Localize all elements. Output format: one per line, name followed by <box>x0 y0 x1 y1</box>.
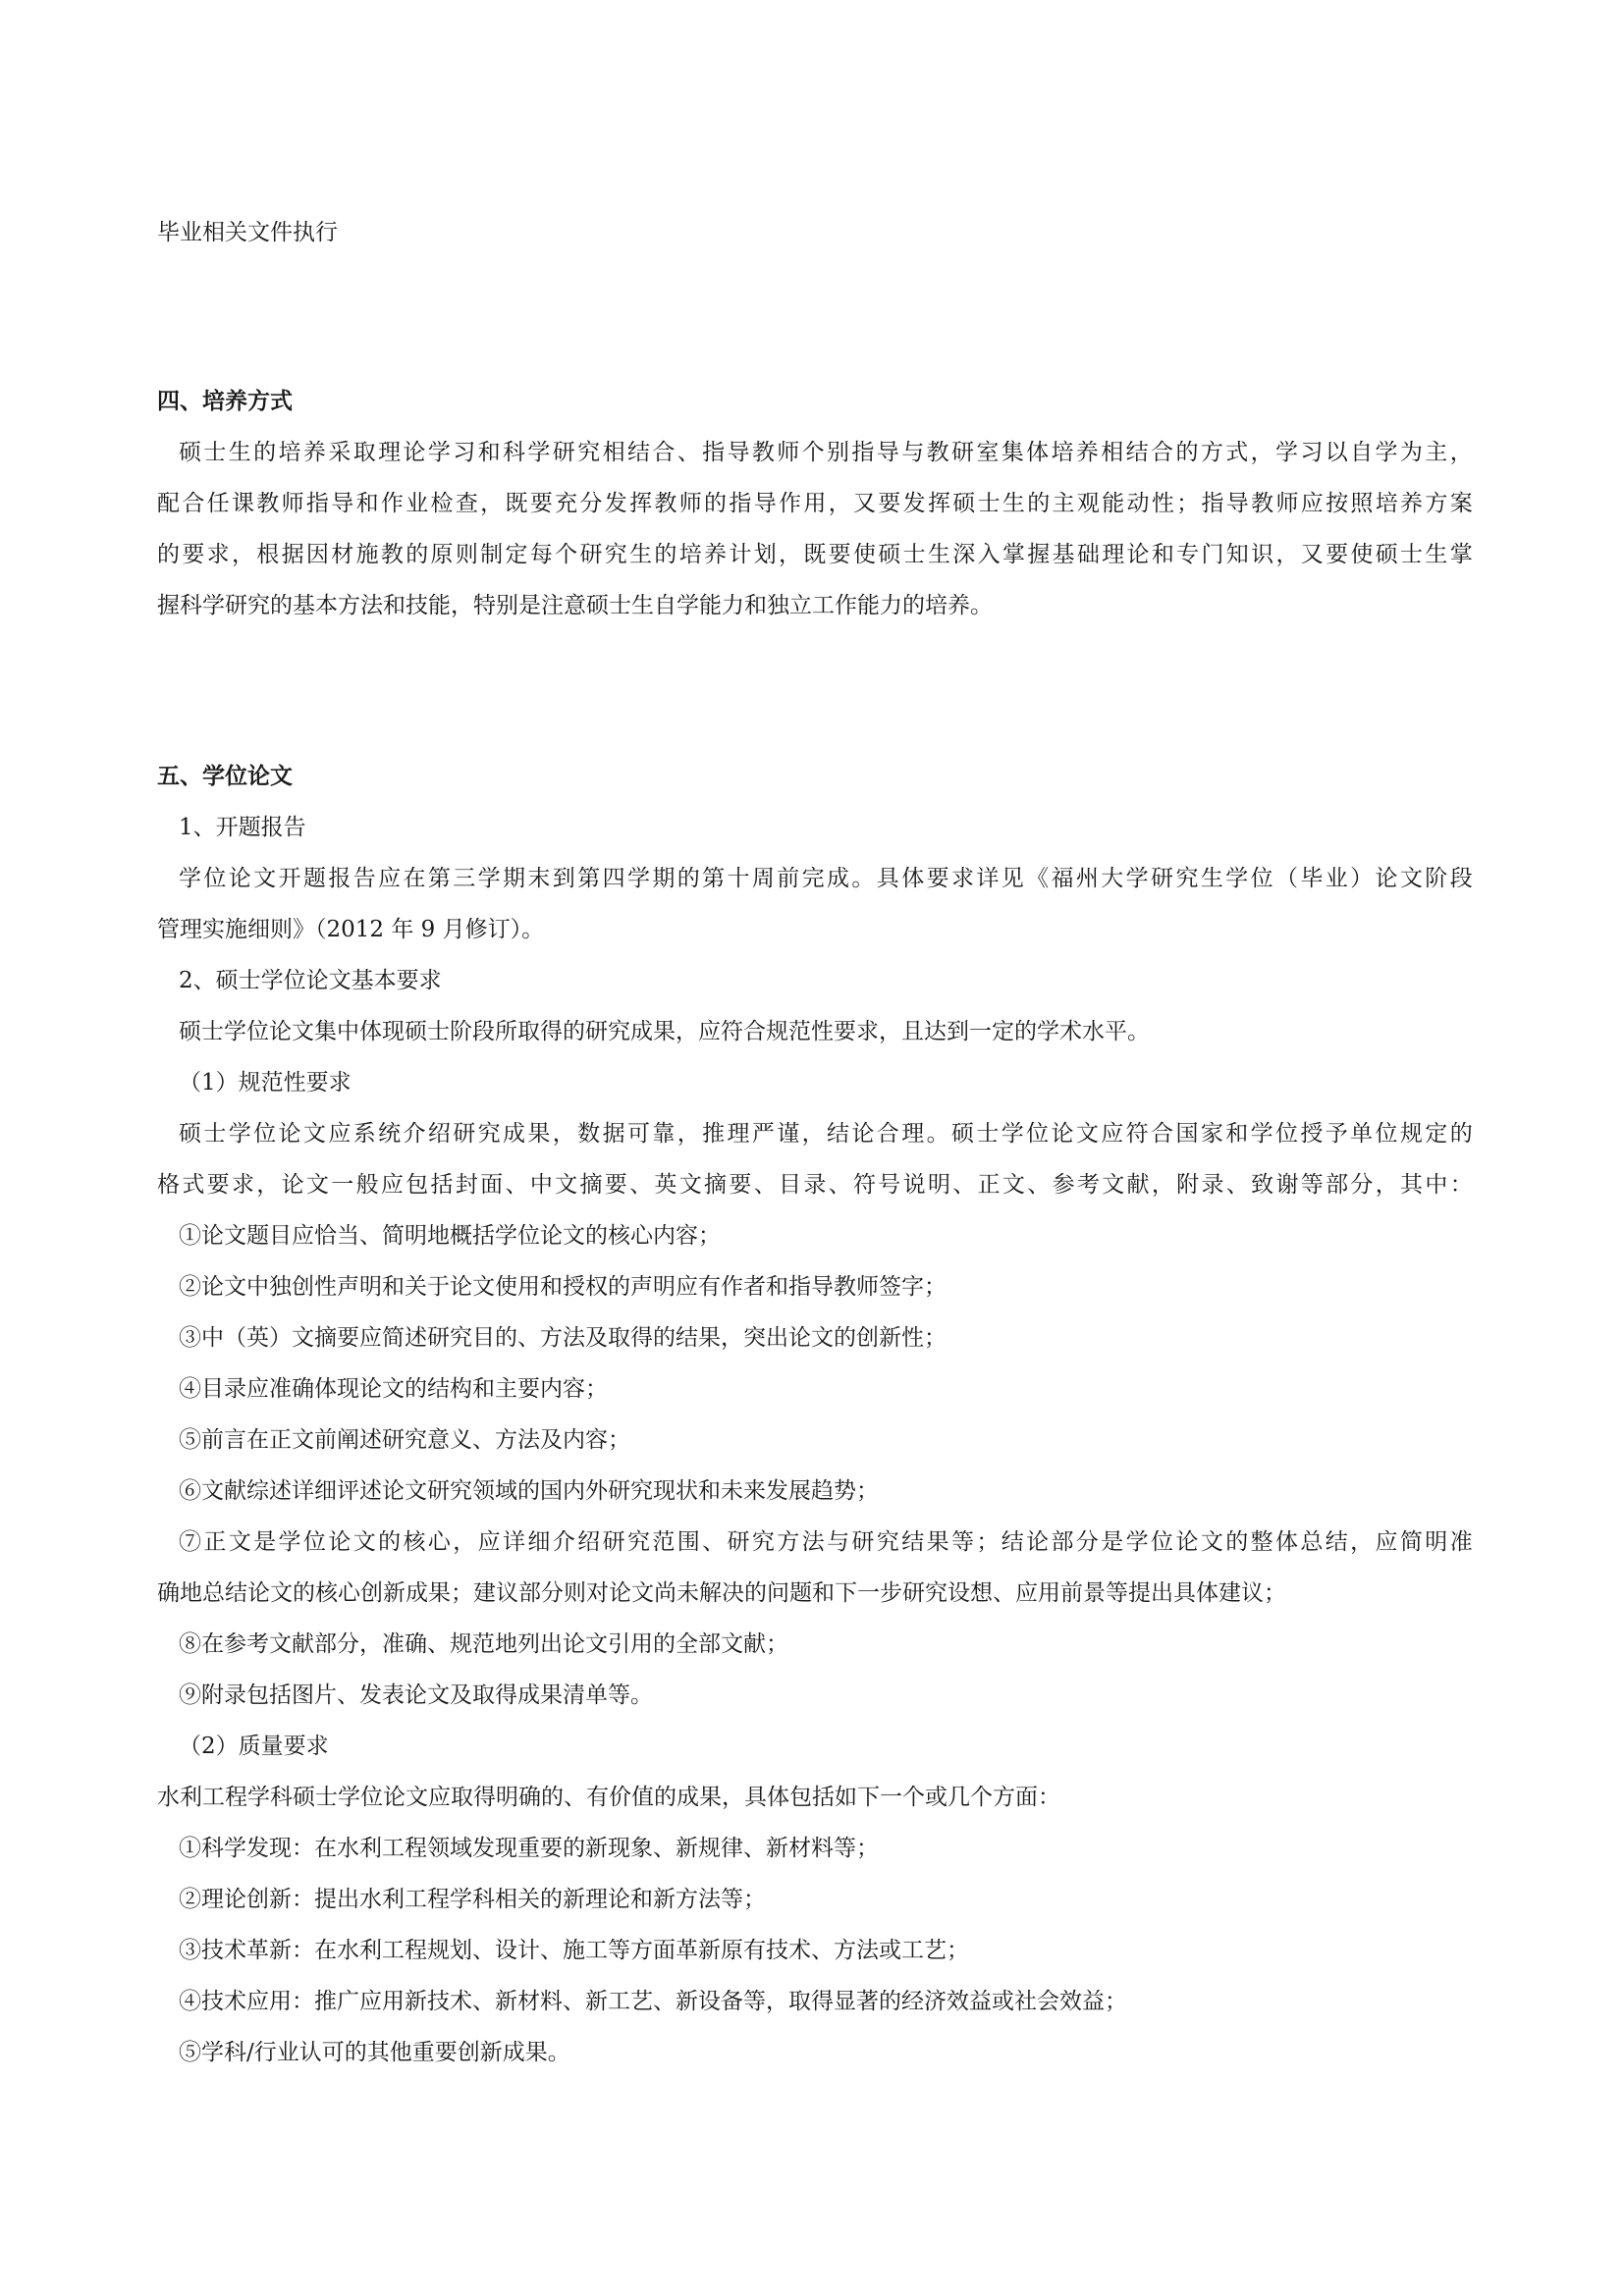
req1-paragraph-line: 格式要求，论文一般应包括封面、中文摘要、英文摘要、目录、符号说明、正文、参考文献，附录、致谢等部分，其中： <box>157 1172 1473 1198</box>
sub1-paragraph-line: 学位论文开题报告应在第三学期末到第四学期的第十周前完成。具体要求详见《福州大学研究生学位（毕业）论文阶段 <box>179 866 1473 891</box>
req1-item: ⑧在参考文献部分，准确、规范地列出论文引用的全部文献； <box>179 1631 788 1657</box>
section5-heading: 五、学位论文 <box>157 763 293 789</box>
req1-item: ⑤前言在正文前阐述研究意义、方法及内容； <box>179 1427 630 1453</box>
sub2-intro: 硕士学位论文集中体现硕士阶段所取得的研究成果，应符合规范性要求，且达到一定的学术水平。 <box>179 1019 1150 1044</box>
sub2-title: 2、硕士学位论文基本要求 <box>179 968 442 993</box>
req2-item: ①科学发现：在水利工程领域发现重要的新现象、新规律、新材料等； <box>179 1836 879 1861</box>
section4-heading: 四、培养方式 <box>157 388 293 414</box>
req1-item: ⑨附录包括图片、发表论文及取得成果清单等。 <box>179 1682 653 1708</box>
req1-item: ②论文中独创性声明和关于论文使用和授权的声明应有作者和指导教师签字； <box>179 1274 947 1300</box>
req1-item-continuation: 确地总结论文的核心创新成果；建议部分则对论文尚未解决的问题和下一步研究设想、应用前景等提出具体建议； <box>157 1580 1286 1606</box>
intro-line: 毕业相关文件执行 <box>157 220 338 245</box>
req1-item: ⑥文献综述详细评述论文研究领域的国内外研究现状和未来发展趋势； <box>179 1478 879 1504</box>
req2-item: ⑤学科/行业认可的其他重要创新成果。 <box>179 2040 570 2065</box>
req1-title: （1）规范性要求 <box>179 1070 352 1095</box>
req2-intro: 水利工程学科硕士学位论文应取得明确的、有价值的成果，具体包括如下一个或几个方面： <box>157 1785 1060 1810</box>
section4-paragraph-line: 的要求，根据因材施教的原则制定每个研究生的培养计划，既要使硕士生深入掌握基础理论和专门知识，又要使硕士生掌 <box>157 542 1473 567</box>
section4-paragraph-line: 硕士生的培养采取理论学习和科学研究相结合、指导教师个别指导与教研室集体培养相结合的方式，学习以自学为主， <box>179 440 1473 465</box>
sub1-paragraph-line: 管理实施细则》（2012 年 9 月修订）。 <box>157 917 545 942</box>
section4-paragraph-line: 握科学研究的基本方法和技能，特别是注意硕士生自学能力和独立工作能力的培养。 <box>157 593 993 618</box>
req1-item: ①论文题目应恰当、简明地概括学位论文的核心内容； <box>179 1223 721 1249</box>
req2-item: ④技术应用：推广应用新技术、新材料、新工艺、新设备等，取得显著的经济效益或社会效益； <box>179 1989 1127 2014</box>
req1-item: ⑦正文是学位论文的核心，应详细介绍研究范围、研究方法与研究结果等；结论部分是学位论文的整体总结，应简明准 <box>179 1529 1473 1555</box>
req1-item: ③中（英）文摘要应简述研究目的、方法及取得的结果，突出论文的创新性； <box>179 1325 947 1351</box>
sub1-title: 1、开题报告 <box>179 815 306 840</box>
req2-title: （2）质量要求 <box>179 1734 329 1759</box>
req1-paragraph-line: 硕士学位论文应系统介绍研究成果，数据可靠，推理严谨，结论合理。硕士学位论文应符合国家和学位授予单位规定的 <box>179 1121 1473 1147</box>
req1-item: ④目录应准确体现论文的结构和主要内容； <box>179 1376 608 1402</box>
req2-item: ②理论创新：提出水利工程学科相关的新理论和新方法等； <box>179 1887 766 1912</box>
req2-item: ③技术革新：在水利工程规划、设计、施工等方面革新原有技术、方法或工艺； <box>179 1938 969 1963</box>
section4-paragraph-line: 配合任课教师指导和作业检查，既要充分发挥教师的指导作用，又要发挥硕士生的主观能动性；指导教师应按照培养方案 <box>157 491 1473 516</box>
